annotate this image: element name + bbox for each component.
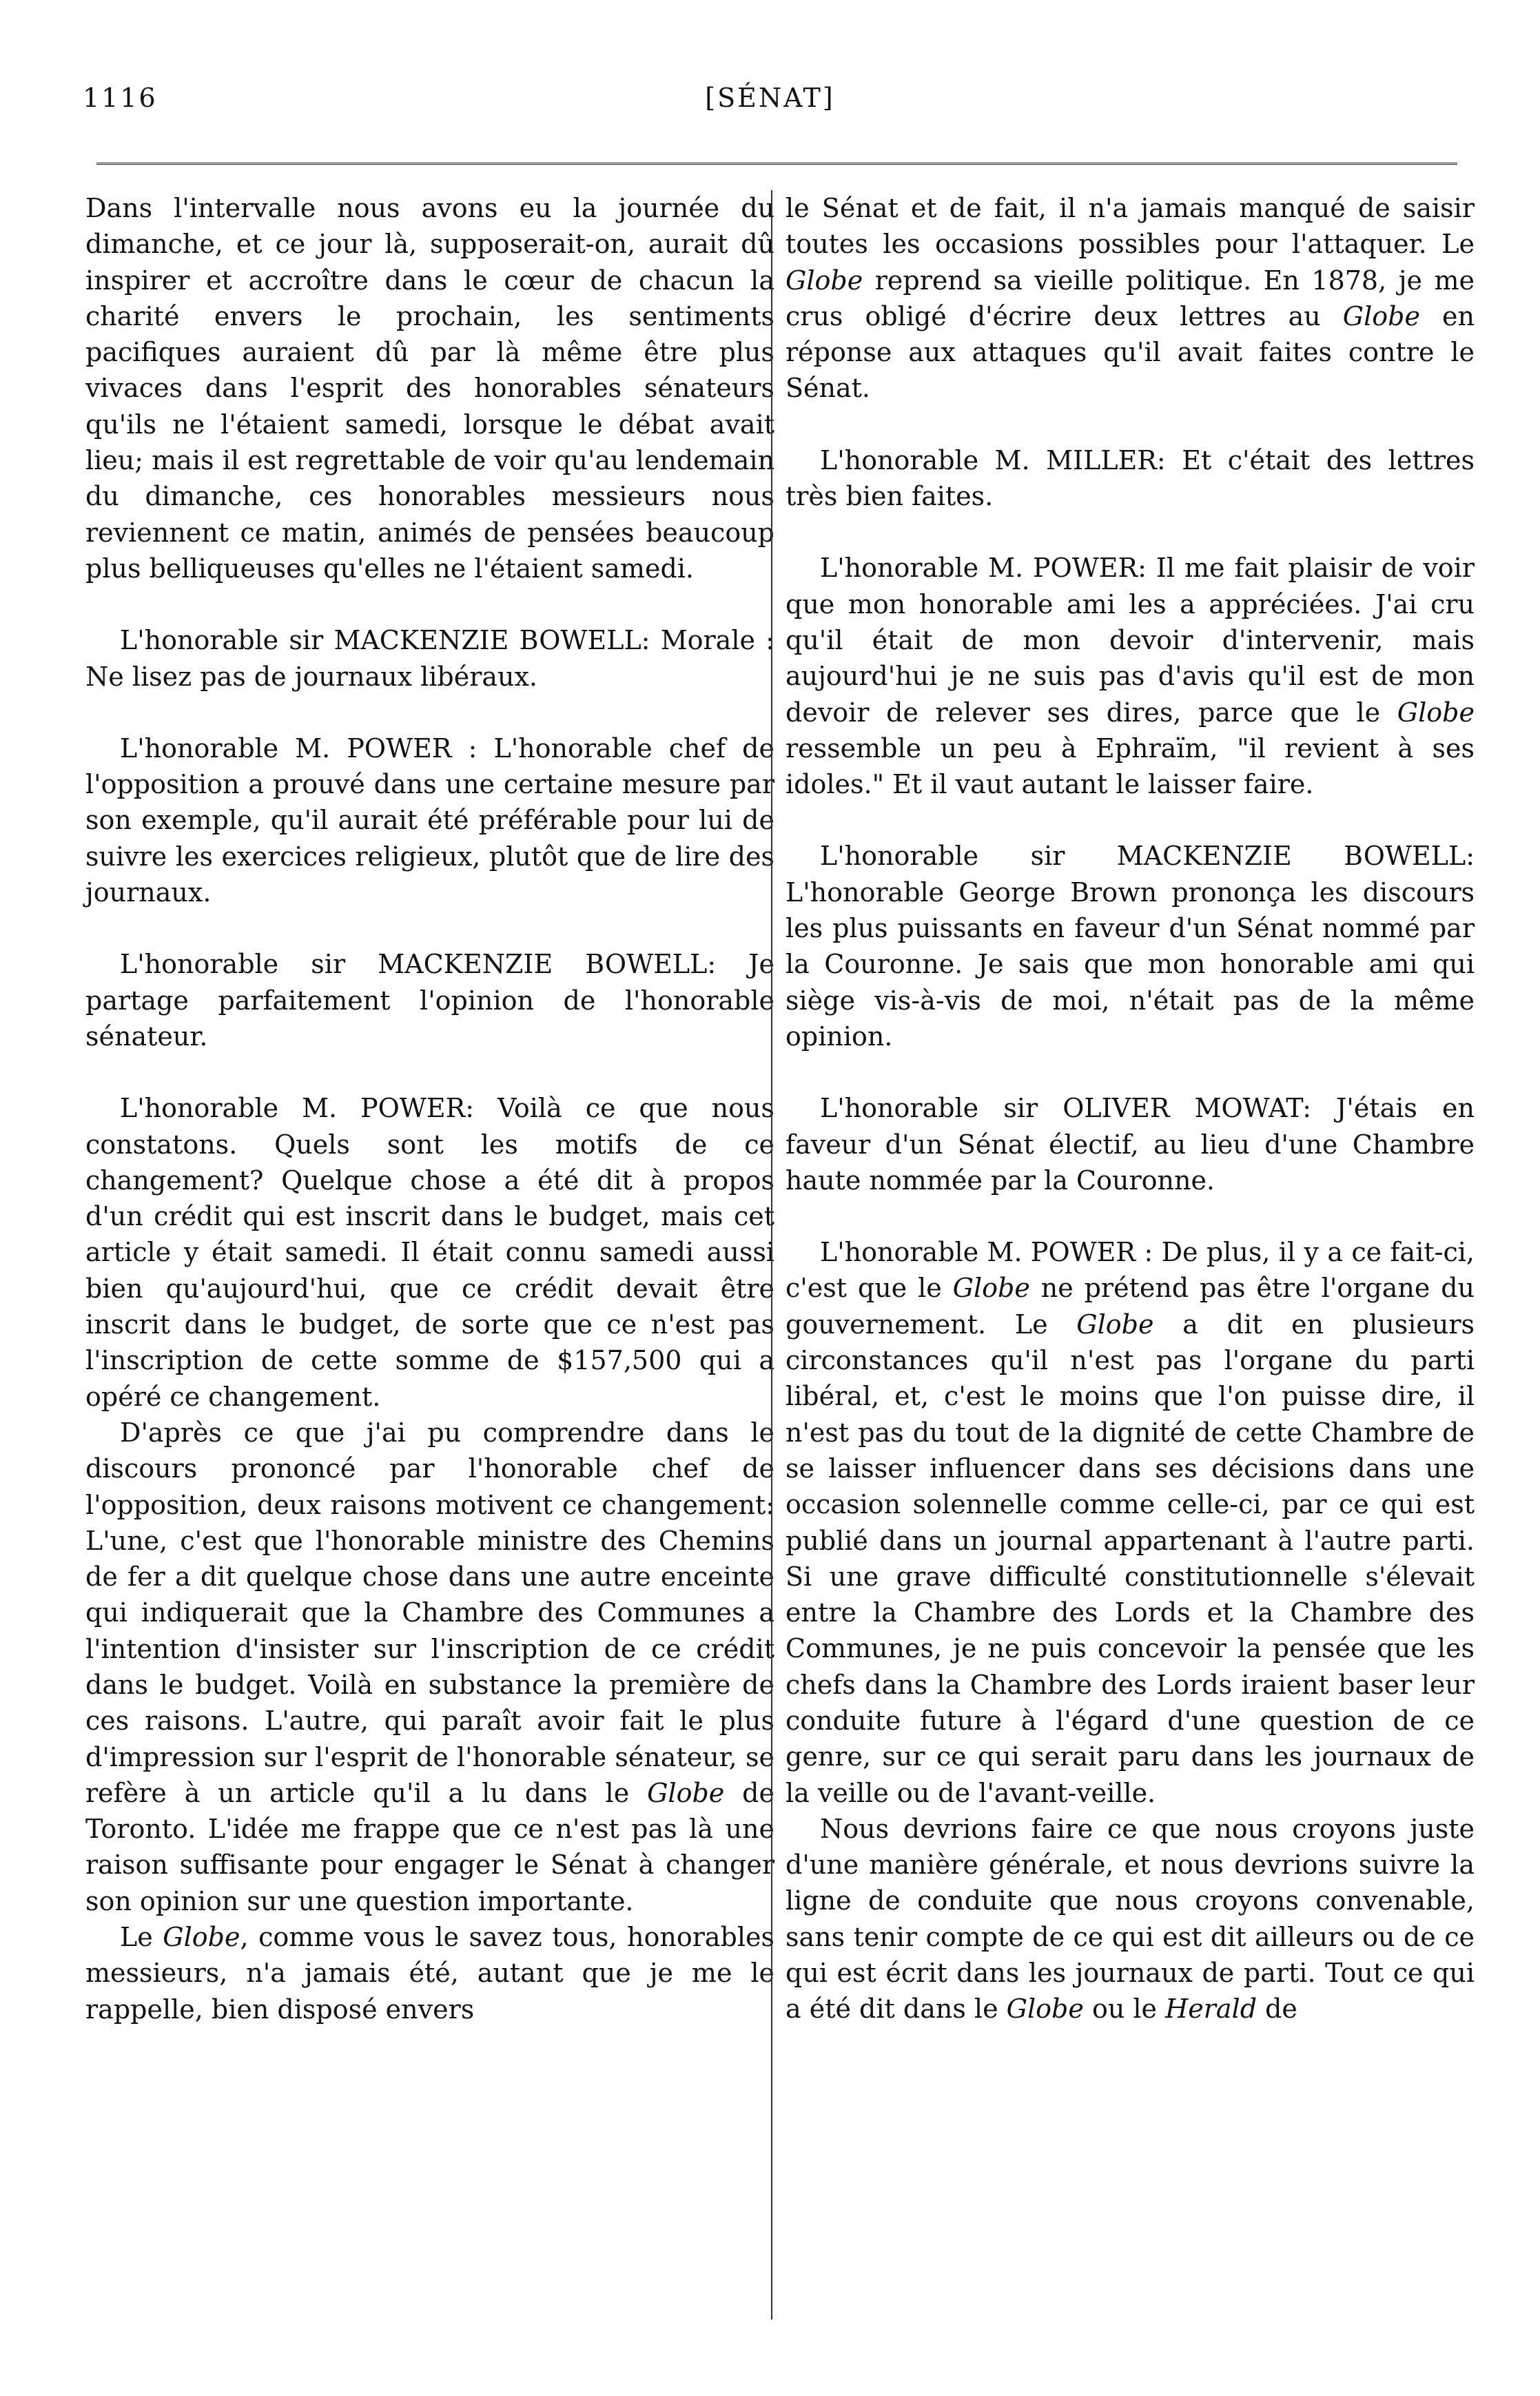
paragraph: L'honorable M. POWER : L'honorable chef de l'opposition a prouvé dans une certaine mesure par son exemple, qu'il aurait été préférable pour lui de suivre les exercices religieux, plutôt que de lire des journaux.: [85, 733, 774, 908]
paragraph: Nous devrions faire ce que nous croyons juste d'une manière générale, et nous devrions suivre la ligne de conduite que nous croyons convenable, sans tenir compte de ce qui est dit ailleurs ou de ce qui est écrit dans les journaux de parti. Tout ce qui a été dit dans le Globe ou le Herald de: [786, 1813, 1475, 2025]
paragraph: L'honorable sir MACKENZIE BOWELL: L'honorable George Brown prononça les discours les plus puissants en faveur d'un Sénat nommé par la Couronne. Je sais que mon honorable ami qui siège vis-à-vis de moi, n'était pas de la même opinion.: [786, 841, 1475, 1052]
paragraph: L'honorable M. MILLER: Et c'était des lettres très bien faites.: [786, 444, 1475, 512]
paragraph: L'honorable M. POWER: Voilà ce que nous constatons. Quels sont les motifs de ce changement? Quelque chose a été dit à propos d'un crédit qui est inscrit dans le budget, mais cet article y était samedi. Il était connu samedi aussi bien qu'aujourd'hui, que ce crédit devait être inscrit dans le budget, de sorte que ce n'est pas l'inscription de cette somme de $157,500 qui a opéré ce changement.: [85, 1093, 774, 1412]
page-header: [83, 83, 1457, 124]
left-column: [85, 190, 774, 2027]
paragraph: L'honorable sir MACKENZIE BOWELL: Morale : Ne lisez pas de journaux libéraux.: [85, 625, 774, 692]
paragraph: L'honorable sir MACKENZIE BOWELL: Je partage parfaitement l'opinion de l'honorable sénateur.: [85, 949, 774, 1052]
paragraph: L'honorable M. POWER: Il me fait plaisir de voir que mon honorable ami les a appréciées. J'ai cru qu'il était de mon devoir d'intervenir, mais aujourd'hui je ne suis pas d'avis qu'il est de mon devoir de relever ses dires, parce que le Globe ressemble un peu à Ephraïm, "il revient à ses idoles." Et il vaut autant le laisser faire.: [786, 553, 1475, 800]
page-number: 1116: [83, 83, 158, 113]
running-head: [SÉNAT]: [705, 83, 835, 113]
paragraph: Dans l'intervalle nous avons eu la journée du dimanche, et ce jour là, supposerait-on, aurait dû inspirer et accroître dans le cœur de chacun la charité envers le prochain, les sentiments pacifiques auraient dû par là même être plus vivaces dans l'esprit des honorables sénateurs qu'ils ne l'étaient samedi, lorsque le débat avait lieu; mais il est regrettable de voir qu'au lendemain du dimanche, ces honorables messieurs nous reviennent ce matin, animés de pensées beaucoup plus belliqueuses qu'elles ne l'étaient samedi.: [85, 193, 774, 584]
paragraph: L'honorable sir OLIVER MOWAT: J'étais en faveur d'un Sénat électif, au lieu d'une Chambre haute nommée par la Couronne.: [786, 1093, 1475, 1196]
column-divider: [771, 190, 772, 2320]
paragraph: L'honorable M. POWER : De plus, il y a ce fait-ci, c'est que le Globe ne prétend pas être l'organe du gouvernement. Le Globe a dit en plusieurs circonstances qu'il n'est pas l'organe du parti libéral, et, c'est le moins que l'on puisse dire, il n'est pas du tout de la dignité de cette Chambre de se laisser influencer dans ses décisions dans une occasion solennelle comme celle-ci, par ce qui est publié dans un journal appartenant à l'autre parti. Si une grave difficulté constitutionnelle s'élevait entre la Chambre des Lords et la Chambre des Communes, je ne puis concevoir la pensée que les chefs dans la Chambre des Lords iraient baser leur conduite future à l'égard d'une question de ce genre, sur ce qui serait paru dans les journaux de la veille ou de l'avant-veille.: [786, 1237, 1475, 1808]
paragraph: Le Globe, comme vous le savez tous, honorables messieurs, n'a jamais été, autant que je me le rappelle, bien disposé envers: [85, 1922, 774, 2025]
paragraph: D'après ce que j'ai pu comprendre dans le discours prononcé par l'honorable chef de l'opposition, deux raisons motivent ce changement: L'une, c'est que l'honorable ministre des Chemins de fer a dit quelque chose dans une autre enceinte qui indiquerait que la Chambre des Communes a l'intention d'insister sur l'inscription de ce crédit dans le budget. Voilà en substance la première de ces raisons. L'autre, qui paraît avoir fait le plus d'impression sur l'esprit de l'honorable sénateur, se refère à un article qu'il a lu dans le Globe de Toronto. L'idée me frappe que ce n'est pas là une raison suffisante pour engager le Sénat à changer son opinion sur une question importante.: [85, 1417, 774, 1916]
paragraph: le Sénat et de fait, il n'a jamais manqué de saisir toutes les occasions possibles pour l'attaquer. Le Globe reprend sa vieille politique. En 1878, je me crus obligé d'écrire deux lettres au Globe en réponse aux attaques qu'il avait faites contre le Sénat.: [786, 193, 1475, 404]
right-column: [786, 190, 1475, 2027]
header-rule: [96, 163, 1457, 165]
